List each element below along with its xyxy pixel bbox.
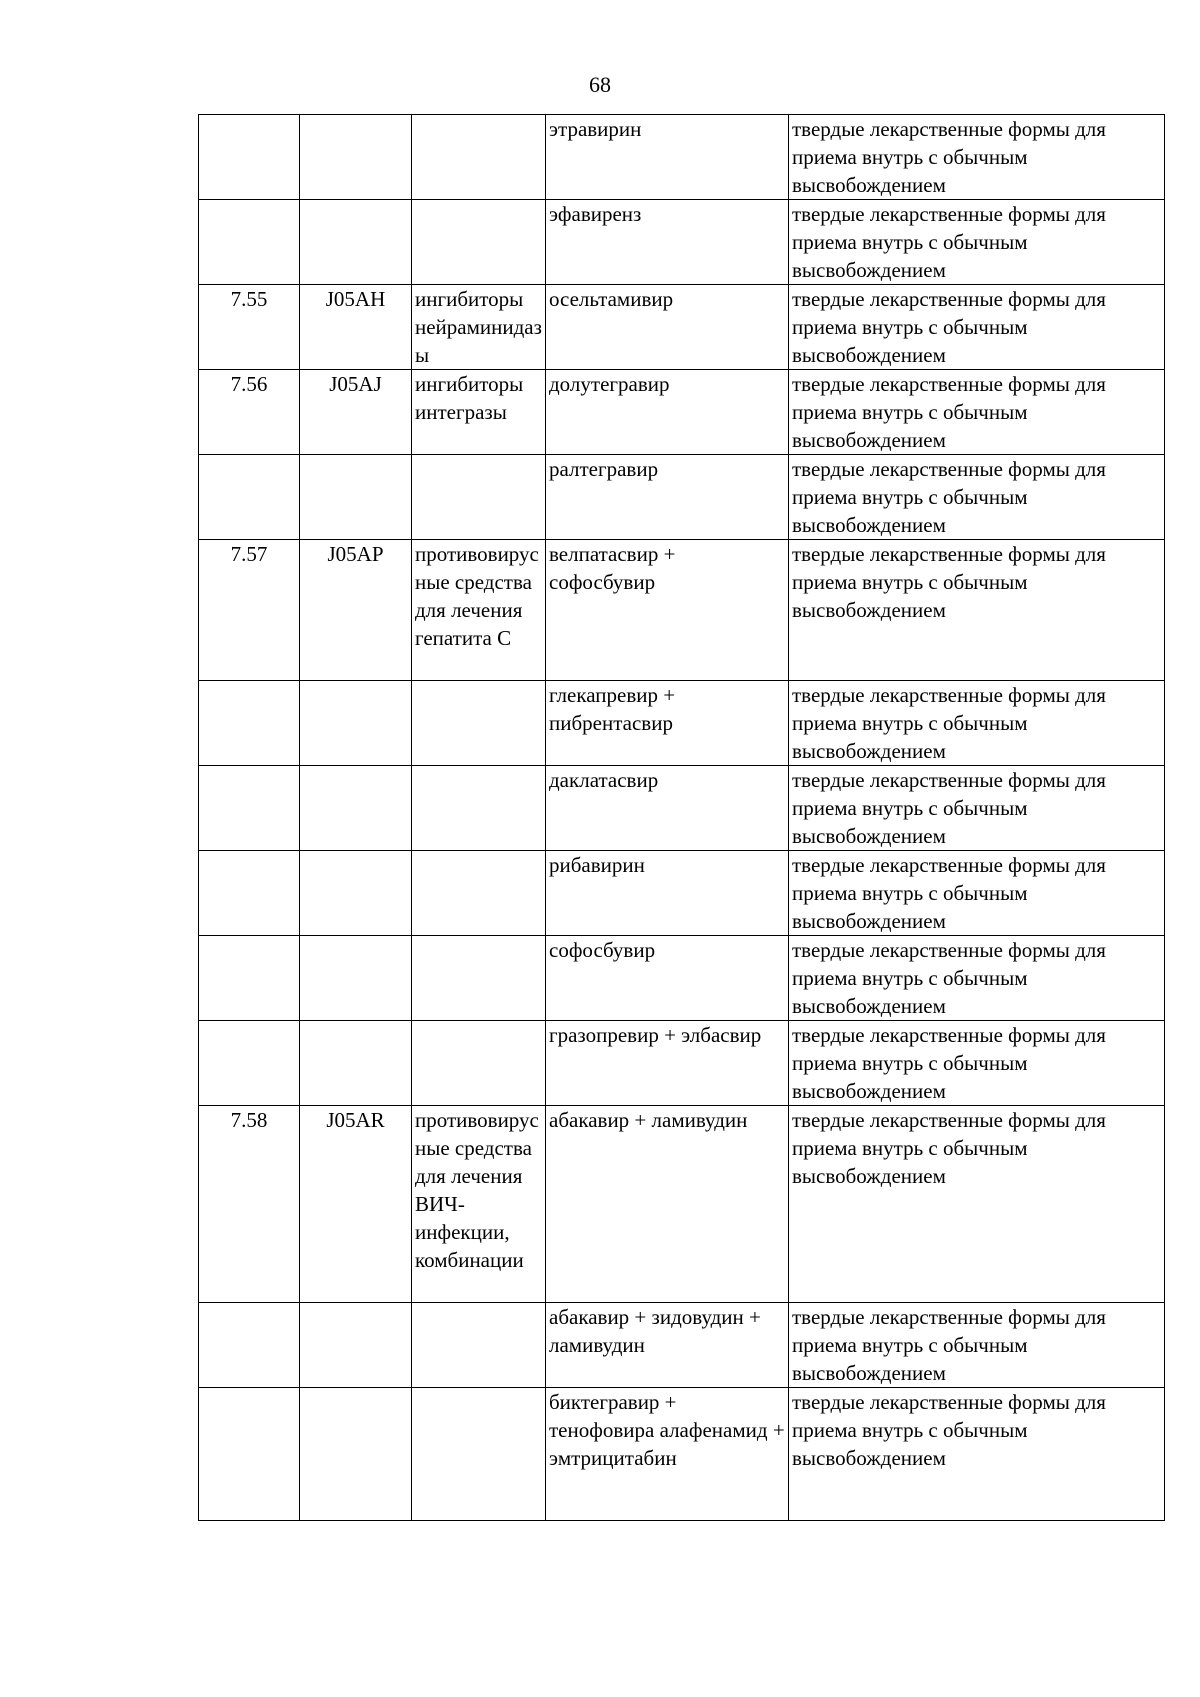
table-row	[199, 1021, 1165, 1106]
table-row	[199, 200, 1165, 285]
table-row	[199, 1388, 1165, 1521]
atc-code-cell: J05AJ	[300, 370, 412, 455]
table-row	[199, 1303, 1165, 1388]
page-number: 68	[589, 72, 611, 97]
row-number-cell	[199, 766, 300, 851]
drug-name-cell: ралтегравир	[546, 455, 789, 540]
table-row	[199, 936, 1165, 1021]
drug-table	[198, 114, 1165, 1521]
drug-name-cell: абакавир + зидовудин + ламивудин	[546, 1303, 789, 1388]
drug-name-cell: абакавир + ламивудин	[546, 1106, 789, 1303]
table-row	[199, 370, 1165, 455]
atc-code-cell	[300, 681, 412, 766]
pharmacological-group-cell	[412, 115, 546, 200]
dosage-form-cell: твердые лекарственные формы для приема внутрь с обычным высвобождением	[789, 681, 1165, 766]
dosage-form-cell: твердые лекарственные формы для приема внутрь с обычным высвобождением	[789, 540, 1165, 681]
row-number-cell	[199, 455, 300, 540]
pharmacological-group-cell	[412, 1388, 546, 1521]
pharmacological-group-cell: ингибиторы интегразы	[412, 370, 546, 455]
drug-name-cell: биктегравир + тенофовира алафенамид + эмтрицитабин	[546, 1388, 789, 1521]
atc-code-cell	[300, 1388, 412, 1521]
row-number-cell	[199, 115, 300, 200]
table-row	[199, 681, 1165, 766]
atc-code-cell	[300, 766, 412, 851]
row-number-cell	[199, 1303, 300, 1388]
atc-code-cell: J05AH	[300, 285, 412, 370]
atc-code-cell	[300, 936, 412, 1021]
drug-name-cell: эфавиренз	[546, 200, 789, 285]
drug-name-cell: осельтамивир	[546, 285, 789, 370]
pharmacological-group-cell: ингибиторы нейраминидазы	[412, 285, 546, 370]
row-number-cell	[199, 1388, 300, 1521]
row-number-cell: 7.58	[199, 1106, 300, 1303]
atc-code-cell	[300, 851, 412, 936]
dosage-form-cell: твердые лекарственные формы для приема внутрь с обычным высвобождением	[789, 1388, 1165, 1521]
table-row	[199, 540, 1165, 681]
dosage-form-cell: твердые лекарственные формы для приема внутрь с обычным высвобождением	[789, 936, 1165, 1021]
row-number-cell: 7.57	[199, 540, 300, 681]
atc-code-cell	[300, 115, 412, 200]
drug-name-cell: этравирин	[546, 115, 789, 200]
dosage-form-cell: твердые лекарственные формы для приема внутрь с обычным высвобождением	[789, 370, 1165, 455]
atc-code-cell: J05AP	[300, 540, 412, 681]
pharmacological-group-cell	[412, 1021, 546, 1106]
drug-name-cell: долутегравир	[546, 370, 789, 455]
pharmacological-group-cell: противовирусные средства для лечения гепатита С	[412, 540, 546, 681]
pharmacological-group-cell: противовирусные средства для лечения ВИЧ-инфекции, комбинации	[412, 1106, 546, 1303]
row-number-cell	[199, 851, 300, 936]
atc-code-cell	[300, 1021, 412, 1106]
atc-code-cell	[300, 200, 412, 285]
pharmacological-group-cell	[412, 455, 546, 540]
pharmacological-group-cell	[412, 766, 546, 851]
atc-code-cell	[300, 1303, 412, 1388]
drug-name-cell: глекапревир + пибрентасвир	[546, 681, 789, 766]
dosage-form-cell: твердые лекарственные формы для приема внутрь с обычным высвобождением	[789, 115, 1165, 200]
dosage-form-cell: твердые лекарственные формы для приема внутрь с обычным высвобождением	[789, 1106, 1165, 1303]
dosage-form-cell: твердые лекарственные формы для приема внутрь с обычным высвобождением	[789, 851, 1165, 936]
table-row	[199, 851, 1165, 936]
atc-code-cell: J05AR	[300, 1106, 412, 1303]
dosage-form-cell: твердые лекарственные формы для приема внутрь с обычным высвобождением	[789, 1021, 1165, 1106]
row-number-cell: 7.55	[199, 285, 300, 370]
table-row	[199, 1106, 1165, 1303]
dosage-form-cell: твердые лекарственные формы для приема внутрь с обычным высвобождением	[789, 455, 1165, 540]
dosage-form-cell: твердые лекарственные формы для приема внутрь с обычным высвобождением	[789, 200, 1165, 285]
dosage-form-cell: твердые лекарственные формы для приема внутрь с обычным высвобождением	[789, 766, 1165, 851]
dosage-form-cell: твердые лекарственные формы для приема внутрь с обычным высвобождением	[789, 1303, 1165, 1388]
pharmacological-group-cell	[412, 936, 546, 1021]
table-body	[199, 115, 1165, 1521]
pharmacological-group-cell	[412, 1303, 546, 1388]
table-row	[199, 455, 1165, 540]
drug-name-cell: велпатасвир + софосбувир	[546, 540, 789, 681]
table-row	[199, 766, 1165, 851]
atc-code-cell	[300, 455, 412, 540]
drug-name-cell: гразопревир + элбасвир	[546, 1021, 789, 1106]
drug-name-cell: софосбувир	[546, 936, 789, 1021]
pharmacological-group-cell	[412, 851, 546, 936]
table-row	[199, 115, 1165, 200]
table-row	[199, 285, 1165, 370]
drug-name-cell: даклатасвир	[546, 766, 789, 851]
drug-name-cell: рибавирин	[546, 851, 789, 936]
pharmacological-group-cell	[412, 200, 546, 285]
row-number-cell: 7.56	[199, 370, 300, 455]
row-number-cell	[199, 1021, 300, 1106]
dosage-form-cell: твердые лекарственные формы для приема внутрь с обычным высвобождением	[789, 285, 1165, 370]
row-number-cell	[199, 681, 300, 766]
row-number-cell	[199, 200, 300, 285]
pharmacological-group-cell	[412, 681, 546, 766]
row-number-cell	[199, 936, 300, 1021]
